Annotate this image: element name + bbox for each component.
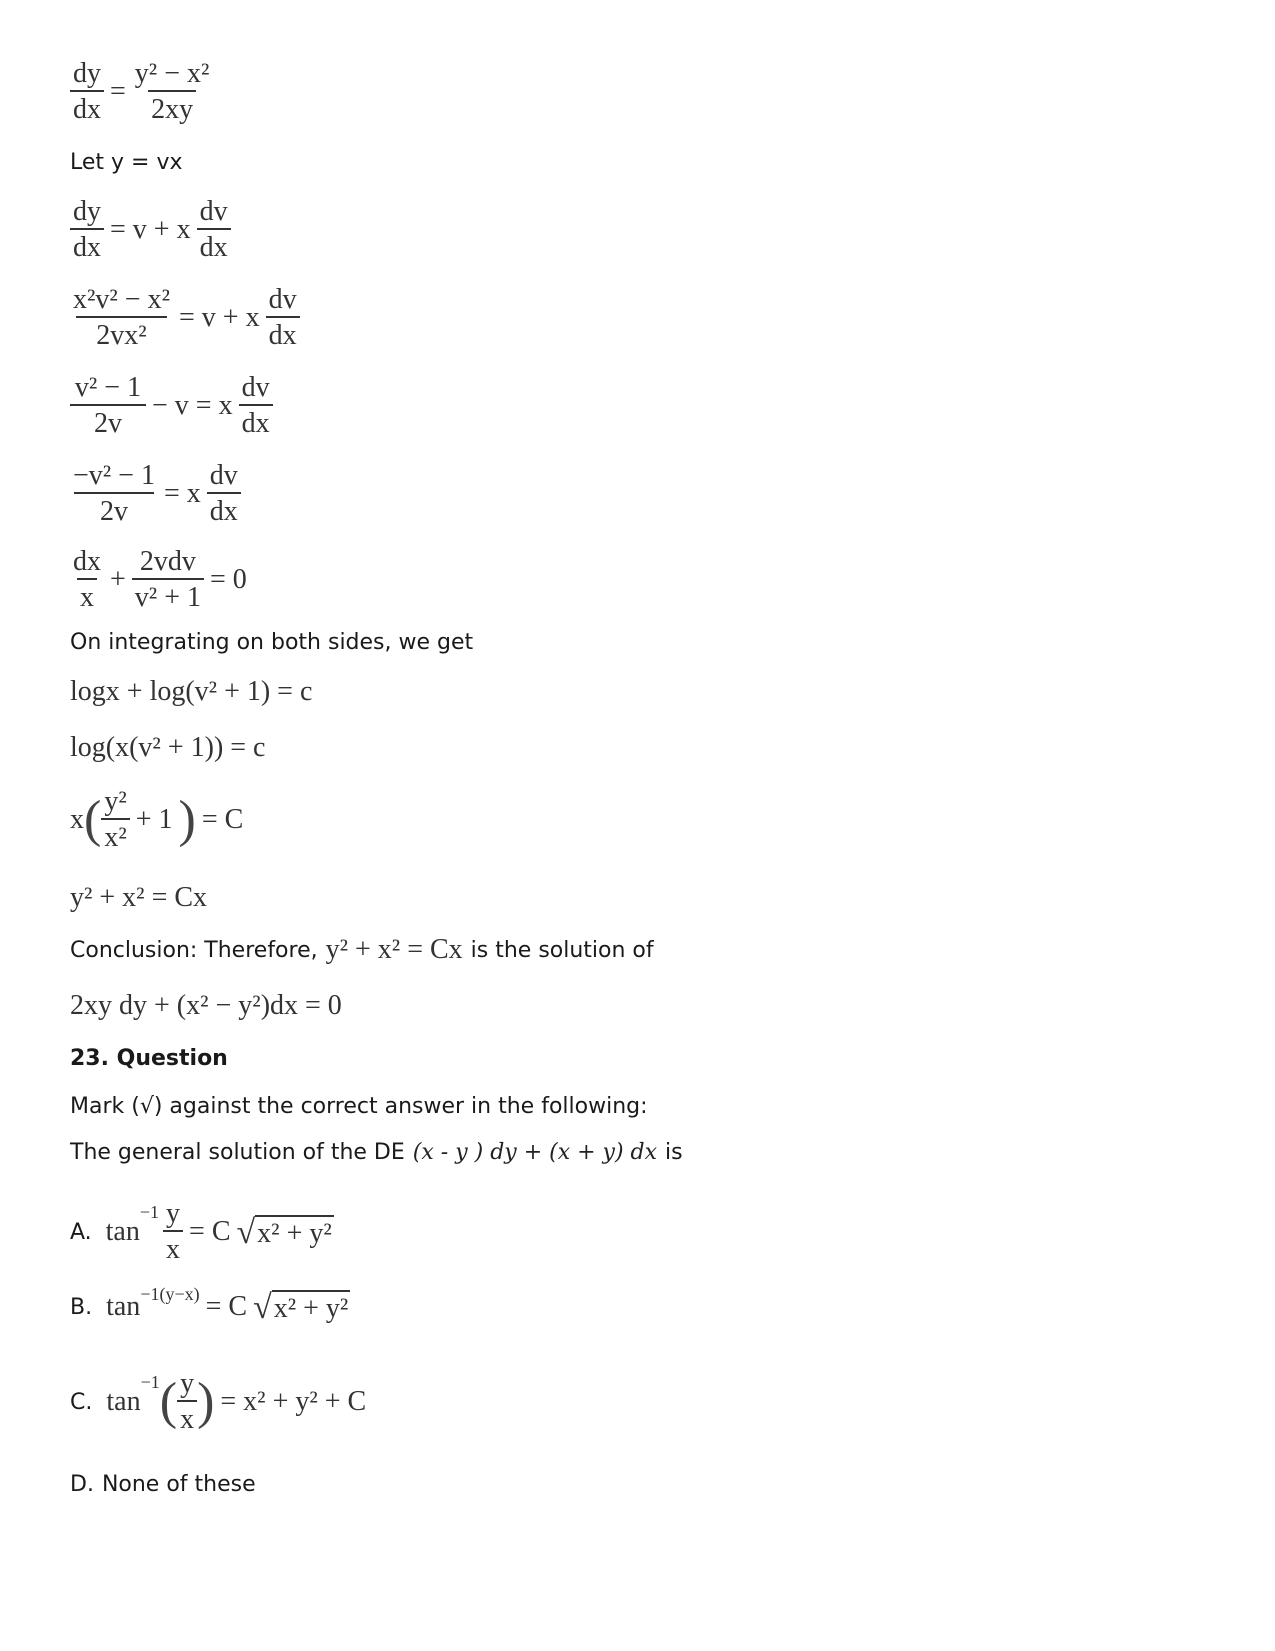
tan: tan <box>105 1216 140 1248</box>
equation-log-sum: logx + log(v² + 1) = c <box>70 676 313 707</box>
numerator: dv <box>209 460 238 491</box>
close-paren: ) <box>178 791 196 849</box>
denominator: 2v <box>70 404 146 440</box>
equation-step-9 <box>70 786 249 854</box>
question-instruction: Mark (√) against the correct answer in the following: <box>70 1094 648 1119</box>
fraction <box>132 58 213 126</box>
denominator: dx <box>207 492 241 528</box>
equation-original-de: 2xy dy + (x² − y²)dx = 0 <box>70 990 342 1021</box>
fraction <box>177 1368 197 1436</box>
superscript: −1 <box>139 1202 160 1222</box>
fraction <box>239 372 273 440</box>
radicand: x² + y² <box>272 1290 351 1325</box>
equation-log-product: log(x(v² + 1)) = c <box>70 732 266 763</box>
middle-term: = v + x <box>178 302 260 334</box>
numerator: 2vdv <box>139 546 196 577</box>
superscript: −1(y−x) <box>140 1284 200 1304</box>
numerator: y² − x² <box>134 58 210 89</box>
option-b-label: B. <box>70 1294 93 1320</box>
fraction <box>207 460 241 528</box>
option-a-math <box>106 1198 334 1266</box>
equation-step-4 <box>70 372 273 440</box>
denominator: dx <box>266 316 300 352</box>
x-factor: x <box>70 804 84 836</box>
equals-c: = C <box>205 1291 248 1323</box>
denominator: 2vx² <box>76 316 166 352</box>
option-c[interactable] <box>70 1368 372 1436</box>
option-d[interactable] <box>70 1472 256 1497</box>
numerator: dx <box>73 546 101 577</box>
denominator: v² + 1 <box>132 578 204 614</box>
let-statement: Let y = vx <box>70 150 183 175</box>
conclusion-prefix: Conclusion: Therefore, <box>70 937 318 963</box>
option-a[interactable] <box>70 1198 334 1266</box>
middle-term: − v = x <box>152 390 233 422</box>
equation-step-3 <box>70 284 300 352</box>
numerator: y <box>180 1368 195 1399</box>
option-b-math <box>106 1284 350 1326</box>
option-d-label: D. <box>70 1472 94 1497</box>
numerator: dv <box>199 196 228 227</box>
tan: tan <box>106 1386 141 1418</box>
fraction <box>70 58 104 126</box>
numerator: y <box>166 1198 181 1229</box>
denominator: x <box>77 578 97 614</box>
numerator: dy <box>73 196 101 227</box>
close-paren: ) <box>197 1373 215 1431</box>
fraction <box>101 786 129 854</box>
superscript: −1 <box>140 1372 160 1392</box>
option-a-label: A. <box>70 1219 92 1245</box>
stem-suffix: is <box>665 1140 683 1165</box>
equation-result: y² + x² = Cx <box>70 882 208 913</box>
tan: tan <box>106 1291 141 1323</box>
middle-term: = v + x <box>110 214 191 246</box>
denominator: 2xy <box>148 90 196 126</box>
stem-prefix: The general solution of the DE <box>70 1140 405 1165</box>
numerator: dy <box>73 58 101 89</box>
open-paren: ( <box>159 1373 178 1431</box>
fraction <box>70 546 104 614</box>
radicand: x² + y² <box>255 1215 334 1250</box>
stem-equation: (x - y ) dy + (x + y) dx <box>412 1140 658 1165</box>
numerator: x²v² − x² <box>73 284 170 315</box>
denominator: dx <box>70 90 104 126</box>
option-b[interactable] <box>70 1284 350 1326</box>
equals: = <box>110 76 126 108</box>
denominator: 2v <box>74 492 154 528</box>
fraction <box>197 196 231 264</box>
equation-dy-dx <box>70 58 212 126</box>
fraction <box>70 196 104 264</box>
fraction <box>70 284 173 352</box>
square-root <box>237 1215 334 1250</box>
question-title: 23. Question <box>70 1046 228 1071</box>
denominator: x <box>163 1230 183 1266</box>
denominator: dx <box>239 404 273 440</box>
middle-term: = x <box>163 478 201 510</box>
fraction <box>266 284 300 352</box>
conclusion-suffix: is the solution of <box>470 937 654 963</box>
right-hand-side: = x² + y² + C <box>220 1386 367 1418</box>
question-stem <box>70 1140 683 1165</box>
radical-icon: √ <box>253 1288 272 1326</box>
equals-c: = C <box>189 1216 231 1248</box>
plus-sign: + <box>110 564 126 596</box>
numerator: dv <box>241 372 270 403</box>
denominator: x <box>177 1400 197 1436</box>
equation-step-5 <box>70 460 241 528</box>
conclusion-equation: y² + x² = Cx <box>325 934 463 965</box>
denominator: x² <box>101 818 129 854</box>
plus-one: + 1 <box>135 804 173 836</box>
numerator: dv <box>268 284 297 315</box>
integration-text: On integrating on both sides, we get <box>70 630 474 655</box>
numerator: v² − 1 <box>74 372 142 403</box>
equals-zero: = 0 <box>209 564 247 596</box>
option-d-text: None of these <box>101 1472 256 1497</box>
numerator: y² <box>104 786 127 817</box>
square-root <box>253 1290 350 1325</box>
equation-step-6 <box>70 546 253 614</box>
denominator: dx <box>197 228 231 264</box>
radical-icon: √ <box>236 1213 256 1251</box>
equals-c: = C <box>201 804 244 836</box>
fraction <box>132 546 204 614</box>
denominator: dx <box>70 228 104 264</box>
numerator: −v² − 1 <box>73 460 155 491</box>
option-c-label: C. <box>70 1389 93 1415</box>
equation-substitution <box>70 196 231 264</box>
option-c-math <box>106 1368 372 1436</box>
fraction <box>70 372 146 440</box>
conclusion-line <box>70 934 654 966</box>
fraction <box>163 1198 183 1266</box>
open-paren: ( <box>84 791 102 849</box>
fraction <box>70 460 158 528</box>
